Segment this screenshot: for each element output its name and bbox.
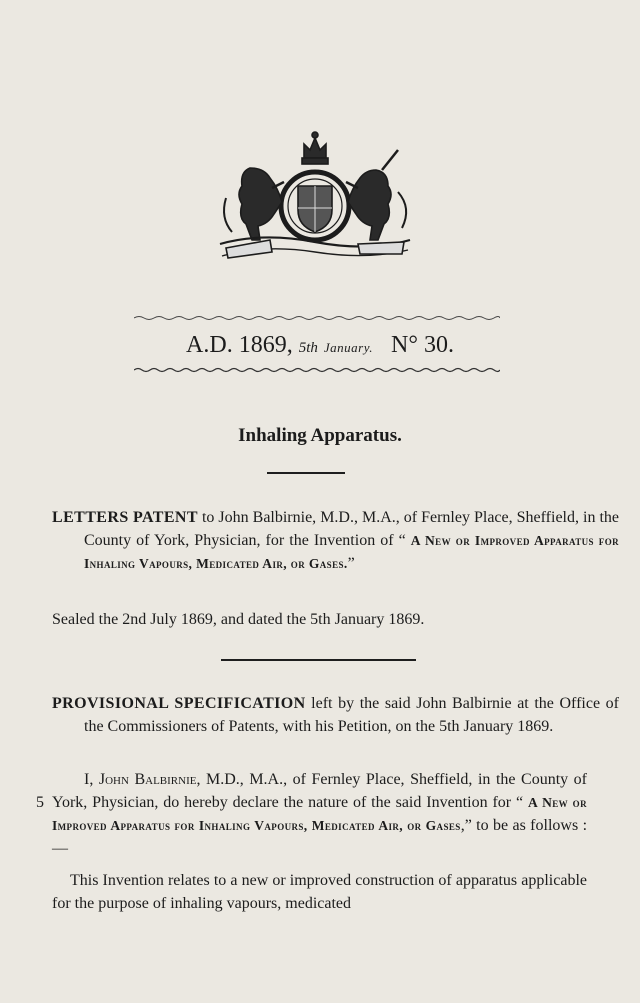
header-top-rule (134, 315, 500, 321)
margin-line-number: 5 (36, 794, 44, 811)
title-divider (267, 472, 345, 474)
header-bottom-rule (134, 367, 500, 373)
declaration-pronoun: I, (84, 771, 99, 788)
provisional-specification-paragraph (52, 692, 619, 738)
declaration-paragraph (52, 768, 587, 860)
patent-number: N° 30. (391, 332, 454, 358)
declarant-name: John Balbirnie (98, 771, 197, 788)
patent-year: 1869, (238, 332, 293, 358)
royal-coat-of-arms-emblem (212, 128, 418, 262)
patent-day: 5th (298, 340, 318, 356)
letters-patent-invention: A New or Improved Apparatus for Inhaling Vapours, Medicated Air, or Gases. (84, 533, 619, 571)
page-title: Inhaling Apparatus. (238, 425, 402, 446)
provisional-specification-heading: PROVISIONAL SPECIFICATION (52, 695, 306, 712)
letters-patent-paragraph (52, 506, 619, 575)
patent-month: January. (323, 340, 374, 355)
section-divider (221, 659, 416, 661)
letters-patent-text: to John Balbirnie, M.D., M.A., of Fernley Place, Sheffield, in the County of York, Physician, for the Invention of “ (84, 509, 620, 549)
ad-label: A.D. (186, 332, 233, 358)
declaration-text: , M.D., M.A., of Fernley Place, Sheffield, in the County of York, Physician, do hereby declare the nature of the said Invention for “ (52, 771, 588, 811)
declaration-closing: ,” to be as follows :— (52, 817, 588, 857)
sealed-line: Sealed the 2nd July 1869, and dated the 5th January 1869. (52, 611, 425, 628)
provisional-specification-text: left by the said John Balbirnie at the Office of the Commissioners of Patents, with his Petition, on the 5th January 1869. (84, 695, 619, 735)
patent-header-line (0, 330, 640, 363)
letters-patent-heading: LETTERS PATENT (52, 509, 198, 526)
letters-patent-close-quote: ” (347, 555, 355, 572)
declaration-invention: A New or Improved Apparatus for Inhaling Vapours, Medicated Air, or Gases (52, 795, 587, 833)
body-paragraph: This Invention relates to a new or improved construction of apparatus applicable for the purpose of inhaling vapours, medicated (52, 872, 587, 912)
